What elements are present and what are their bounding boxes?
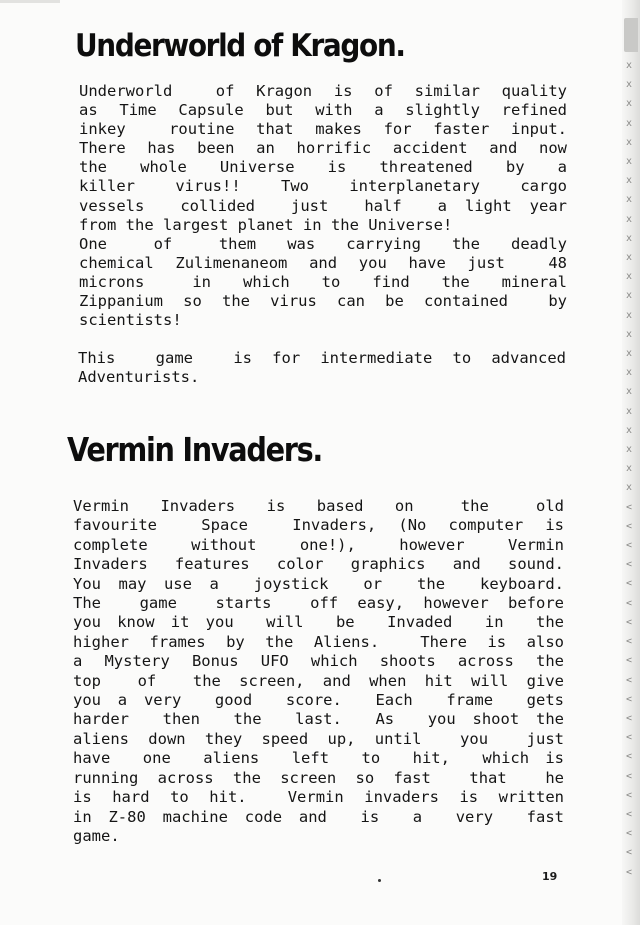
text-line: microns in which to find the mineral <box>79 272 567 291</box>
text-line: One of them was carrying the deadly <box>79 234 567 253</box>
text-line: Underworld of Kragon is of similar quality <box>79 82 567 100</box>
text-line: the whole Universe is threatened by a <box>79 158 567 177</box>
text-line: a Mystery Bonus UFO which shoots across the <box>73 652 564 671</box>
text-line: You may use a joystick or the keyboard. <box>73 574 564 593</box>
text-line: aliens down they speed up, until you just <box>73 729 564 748</box>
text-line: inkey routine that makes for faster input. <box>79 120 567 139</box>
text-line: scientists! <box>79 311 182 330</box>
paragraph-vermin-description <box>73 497 564 846</box>
text-line: you know it you will be Invaded in the <box>73 613 564 632</box>
text-line: This game is for intermediate to advanced <box>78 349 566 367</box>
text-line: The game starts off easy, however before <box>73 594 564 613</box>
paragraph-kragon-description <box>79 82 567 330</box>
text-line: top of the screen, and when hit will give <box>73 671 564 690</box>
margin-tick-marks: x x x x x x x x x x x x x x x x x x x x x x x < < < < < < < < < < < < < < < < < < < < <box>626 60 633 878</box>
text-line: favourite Space Invaders, (No computer is <box>73 516 564 535</box>
paragraph-kragon-audience <box>78 349 566 387</box>
text-line: in Z-80 machine code and is a very fast <box>73 807 564 826</box>
scan-top-strip <box>0 0 60 3</box>
section-heading-vermin-invaders: Vermin Invaders. <box>67 430 322 469</box>
text-line: from the largest planet in the Universe! <box>79 215 453 234</box>
text-line: is hard to hit. Vermin invaders is written <box>73 788 564 807</box>
text-line: There has been an horrific accident and now <box>79 139 567 158</box>
text-line: you a very good score. Each frame gets <box>73 691 564 710</box>
text-line: chemical Zulimenaneom and you have just 48 <box>79 253 567 272</box>
text-line: game. <box>73 826 120 845</box>
text-line: have one aliens left to hit, which is <box>73 749 564 768</box>
page-number: 19 <box>542 870 558 883</box>
text-line: killer virus!! Two interplanetary cargo <box>79 177 567 196</box>
text-line: higher frames by the Aliens. There is also <box>73 632 564 651</box>
text-line: complete without one!), however Vermin <box>73 535 564 554</box>
scan-speck <box>378 879 381 882</box>
text-line: harder then the last. As you shoot the <box>73 710 564 729</box>
binding-tab <box>624 18 638 52</box>
text-line: running across the screen so fast that he <box>73 768 564 787</box>
text-line: vessels collided just half a light year <box>79 196 567 215</box>
text-line: Zippanium so the virus can be contained by <box>79 292 567 311</box>
text-line: as Time Capsule but with a slightly refined <box>79 101 567 120</box>
section-heading-underworld-of-kragon: Underworld of Kragon. <box>75 28 405 64</box>
text-line: Adventurists. <box>78 368 200 387</box>
text-line: Invaders features color graphics and sound. <box>73 555 564 574</box>
text-line: Vermin Invaders is based on the old <box>73 497 564 515</box>
